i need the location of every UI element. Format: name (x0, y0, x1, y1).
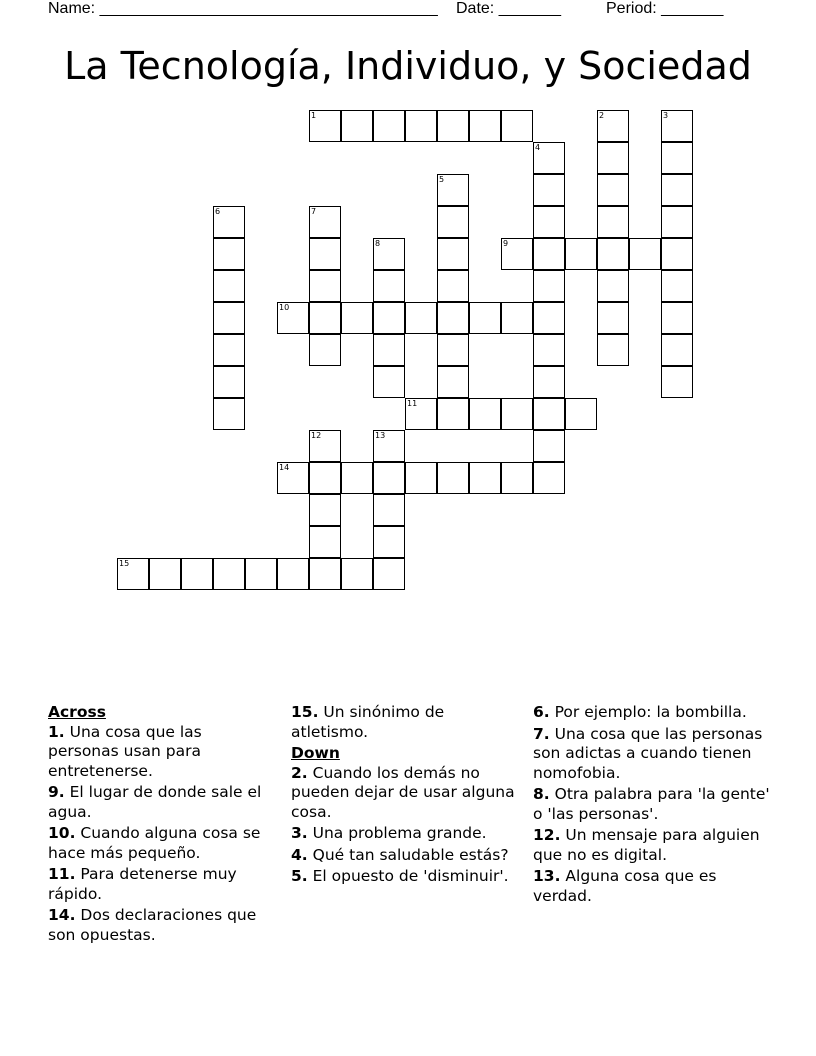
clue-text: Cuando alguna cosa se hace más pequeño. (48, 824, 261, 862)
clue-number: 2. (291, 763, 308, 782)
crossword-cell[interactable] (597, 334, 629, 366)
crossword-cell[interactable] (405, 302, 437, 334)
clue-down-3 (291, 824, 519, 844)
clue-across-14 (48, 906, 276, 945)
cell-number: 8 (375, 239, 381, 248)
crossword-cell[interactable] (341, 462, 373, 494)
crossword-cell[interactable] (213, 302, 245, 334)
crossword-cell[interactable] (309, 526, 341, 558)
crossword-cell[interactable] (437, 174, 469, 206)
clues-column-3 (533, 703, 773, 908)
crossword-cell[interactable] (405, 110, 437, 142)
clue-across-15 (291, 703, 519, 742)
crossword-cell[interactable] (437, 462, 469, 494)
clue-across-9 (48, 783, 276, 822)
crossword-cell[interactable] (117, 558, 149, 590)
crossword-cell[interactable] (501, 302, 533, 334)
crossword-cell[interactable] (661, 270, 693, 302)
crossword-cell[interactable] (661, 366, 693, 398)
clue-text: El lugar de donde sale el agua. (48, 783, 262, 821)
crossword-cell[interactable] (533, 398, 565, 430)
crossword-cell[interactable] (437, 110, 469, 142)
clue-number: 11. (48, 865, 76, 883)
clue-number: 8. (533, 785, 550, 803)
crossword-cell[interactable] (501, 238, 533, 270)
crossword-cell[interactable] (373, 238, 405, 270)
crossword-cell[interactable] (597, 206, 629, 238)
period-field: Period: _______ (606, 0, 724, 17)
crossword-cell[interactable] (501, 462, 533, 494)
cell-number: 13 (375, 431, 386, 440)
crossword-cell[interactable] (597, 302, 629, 334)
clue-number: 10. (48, 824, 76, 842)
clue-across-1 (48, 723, 276, 782)
crossword-cell[interactable] (469, 302, 501, 334)
crossword-cell[interactable] (437, 206, 469, 238)
cell-number: 2 (599, 111, 605, 120)
crossword-cell[interactable] (373, 110, 405, 142)
crossword-cell[interactable] (309, 462, 341, 494)
crossword-cell[interactable] (533, 430, 565, 462)
cell-number: 4 (535, 143, 541, 152)
crossword-cell[interactable] (661, 110, 693, 142)
crossword-cell[interactable] (565, 238, 597, 270)
clue-text: Dos declaraciones que son opuestas. (48, 906, 257, 944)
clue-number: 6. (533, 703, 550, 721)
crossword-cell[interactable] (661, 238, 693, 270)
crossword-cell[interactable] (149, 558, 181, 590)
clue-text: Por ejemplo: la bombilla. (554, 703, 747, 721)
crossword-cell[interactable] (309, 334, 341, 366)
clue-text: Para detenerse muy rápido. (48, 865, 237, 903)
crossword-cell[interactable] (469, 110, 501, 142)
crossword-cell[interactable] (373, 366, 405, 398)
crossword-cell[interactable] (405, 462, 437, 494)
crossword-cell[interactable] (437, 238, 469, 270)
crossword-cell[interactable] (661, 174, 693, 206)
crossword-cell[interactable] (373, 526, 405, 558)
clue-number: 5. (291, 867, 308, 885)
clue-down-4 (291, 846, 519, 866)
crossword-cell[interactable] (213, 398, 245, 430)
cell-number: 6 (215, 207, 221, 216)
crossword-cell[interactable] (341, 302, 373, 334)
crossword-cell[interactable] (373, 334, 405, 366)
crossword-cell[interactable] (309, 270, 341, 302)
cell-number: 7 (311, 207, 317, 216)
clue-text: Una cosa que las personas son adictas a cuando tienen nomofobia. (533, 724, 763, 782)
crossword-cell[interactable] (533, 142, 565, 174)
down-heading: Down (291, 744, 340, 762)
clue-down-5 (291, 867, 519, 887)
clue-number: 9. (48, 783, 65, 801)
date-field: Date: _______ (456, 0, 561, 17)
crossword-cell[interactable] (533, 366, 565, 398)
crossword-cell[interactable] (661, 302, 693, 334)
crossword-cell[interactable] (309, 110, 341, 142)
crossword-cell[interactable] (629, 238, 661, 270)
clue-down-7 (533, 725, 773, 784)
clue-number: 3. (291, 824, 308, 842)
crossword-cell[interactable] (597, 174, 629, 206)
crossword-cell[interactable] (597, 110, 629, 142)
crossword-cell[interactable] (309, 238, 341, 270)
crossword-cell[interactable] (213, 238, 245, 270)
crossword-cell[interactable] (437, 366, 469, 398)
crossword-cell[interactable] (213, 366, 245, 398)
crossword-cell[interactable] (373, 462, 405, 494)
crossword-cell[interactable] (501, 110, 533, 142)
crossword-cell[interactable] (661, 206, 693, 238)
clue-text: Alguna cosa que es verdad. (533, 867, 717, 905)
clue-text: Un sinónimo de atletismo. (291, 703, 445, 741)
crossword-cell[interactable] (309, 206, 341, 238)
crossword-cell[interactable] (533, 334, 565, 366)
crossword-cell[interactable] (661, 142, 693, 174)
crossword-cell[interactable] (533, 238, 565, 270)
crossword-cell[interactable] (309, 558, 341, 590)
cell-number: 11 (407, 399, 418, 408)
crossword-cell[interactable] (437, 398, 469, 430)
clue-number: 1. (48, 722, 65, 741)
clue-number: 14. (48, 906, 76, 924)
crossword-cell[interactable] (213, 558, 245, 590)
crossword-cell[interactable] (181, 558, 213, 590)
crossword-cell[interactable] (597, 238, 629, 270)
crossword-cell[interactable] (437, 334, 469, 366)
crossword-cell[interactable] (341, 110, 373, 142)
crossword-cell[interactable] (277, 302, 309, 334)
crossword-cell[interactable] (309, 494, 341, 526)
crossword-cell[interactable] (213, 206, 245, 238)
crossword-cell[interactable] (597, 142, 629, 174)
clue-across-11 (48, 865, 276, 904)
clue-down-12 (533, 826, 773, 865)
crossword-cell[interactable] (373, 558, 405, 590)
crossword-cell[interactable] (373, 494, 405, 526)
crossword-cell[interactable] (437, 302, 469, 334)
cell-number: 1 (311, 111, 317, 120)
crossword-cell[interactable] (437, 270, 469, 302)
clue-down-8 (533, 785, 773, 824)
cell-number: 15 (119, 559, 130, 568)
crossword-cell[interactable] (469, 398, 501, 430)
crossword-cell[interactable] (213, 270, 245, 302)
clue-number: 13. (533, 867, 561, 885)
clue-text: Un mensaje para alguien que no es digital. (533, 826, 760, 864)
crossword-cell[interactable] (277, 462, 309, 494)
crossword-cell[interactable] (661, 334, 693, 366)
crossword-cell[interactable] (533, 206, 565, 238)
crossword-cell[interactable] (277, 558, 309, 590)
cell-number: 14 (279, 463, 290, 472)
crossword-cell[interactable] (213, 334, 245, 366)
page-title: La Tecnología, Individuo, y Sociedad (64, 44, 752, 88)
crossword-cell[interactable] (533, 302, 565, 334)
clue-number: 12. (533, 826, 561, 844)
crossword-cell[interactable] (501, 398, 533, 430)
cell-number: 3 (663, 111, 669, 120)
crossword-cell[interactable] (405, 398, 437, 430)
crossword-cell[interactable] (597, 270, 629, 302)
clue-across-10 (48, 824, 276, 863)
crossword-cell[interactable] (373, 270, 405, 302)
cell-number: 9 (503, 239, 509, 248)
clue-text: Otra palabra para 'la gente' o 'las personas'. (533, 785, 770, 823)
clue-text: Qué tan saludable estás? (312, 845, 509, 864)
clue-down-2 (291, 764, 519, 823)
clue-down-13 (533, 867, 773, 906)
clues-column-2 (291, 703, 519, 889)
crossword-cell[interactable] (533, 174, 565, 206)
crossword-cell[interactable] (341, 558, 373, 590)
crossword-cell[interactable] (469, 462, 501, 494)
clue-down-6 (533, 703, 773, 723)
crossword-cell[interactable] (245, 558, 277, 590)
name-field: Name: ______________________________________ (48, 0, 438, 17)
clue-text: El opuesto de 'disminuir'. (312, 867, 509, 885)
clue-number: 15. (291, 703, 319, 721)
crossword-cell[interactable] (373, 430, 405, 462)
clue-text: Una problema grande. (312, 824, 487, 842)
clue-text: Una cosa que las personas usan para entretenerse. (48, 722, 202, 780)
clue-number: 7. (533, 724, 550, 743)
crossword-cell[interactable] (533, 270, 565, 302)
clue-number: 4. (291, 845, 308, 864)
crossword-cell[interactable] (309, 302, 341, 334)
crossword-cell[interactable] (565, 398, 597, 430)
crossword-cell[interactable] (533, 462, 565, 494)
cell-number: 5 (439, 175, 445, 184)
across-heading: Across (48, 703, 106, 721)
crossword-cell[interactable] (309, 430, 341, 462)
cell-number: 12 (311, 431, 322, 440)
cell-number: 10 (279, 303, 290, 312)
crossword-cell[interactable] (373, 302, 405, 334)
clue-text: Cuando los demás no pueden dejar de usar alguna cosa. (291, 763, 515, 821)
clues-column-1 (48, 703, 276, 947)
